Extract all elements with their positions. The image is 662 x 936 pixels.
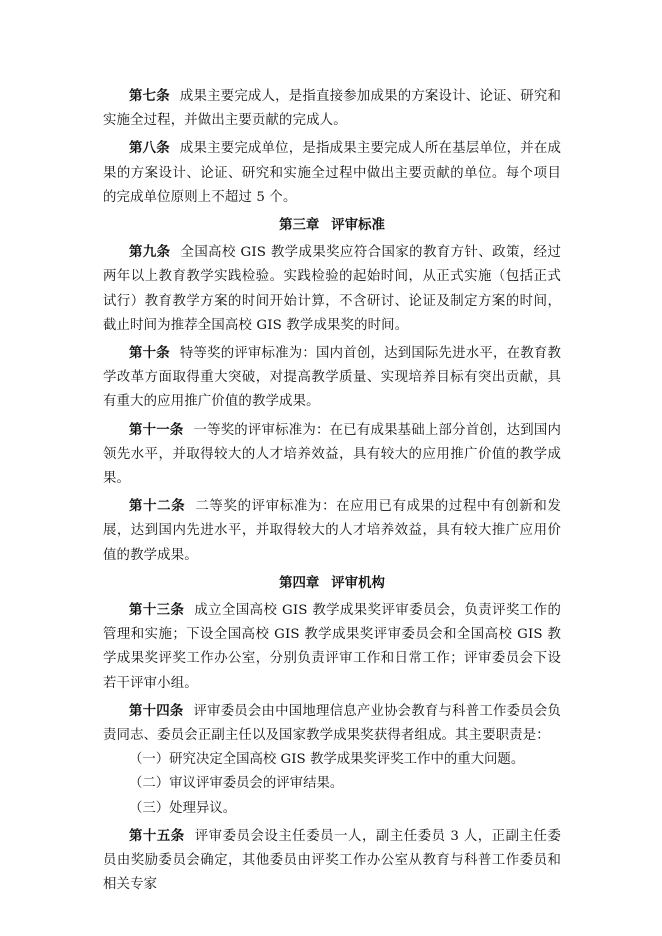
article-15 xyxy=(103,824,561,898)
article-8 xyxy=(103,136,561,210)
chapter-4-title: 评审机构 xyxy=(331,574,385,591)
article-7-label: 第七条 xyxy=(129,88,170,104)
article-14-text: 评审委员会由中国地理信息产业协会教育与科普工作委员会负责同志、委员会正副主任以及国家教学成果奖获得者组成。其主要职责是： xyxy=(103,703,561,744)
article-12-label: 第十二条 xyxy=(129,498,186,515)
article-9-label: 第九条 xyxy=(129,244,171,261)
article-12-text: 二等奖的评审标准为：在应用已有成果的过程中有创新和发展，达到国内先进水平，并取得较大的人才培养效益，具有较大推广应用价值的教学成果。 xyxy=(103,499,561,563)
article-10 xyxy=(103,341,561,415)
article-14-label: 第十四条 xyxy=(129,702,184,719)
article-9 xyxy=(103,240,561,338)
article-15-label: 第十五条 xyxy=(129,827,185,844)
chapter-4-number: 第四章 xyxy=(279,574,320,591)
article-13 xyxy=(103,598,561,696)
article-9-text: 全国高校 GIS 教学成果奖应符合国家的教育方针、政策，经过两年以上教育教学实践检验。实践检验的起始时间，从正式实施（包括正式试行）教育教学方案的时间开始计算，不含研讨、论证及制定方案的时间，截止时间为推荐全国高校 GIS 教学成果奖的时间。 xyxy=(103,245,562,333)
article-15-text: 评审委员会设主任委员一人，副主任委员 3 人，正副主任委员由奖励委员会确定，其他委员由评奖工作办公室从教育与科普工作委员和相关专家 xyxy=(103,828,561,893)
article-7-text: 成果主要完成人，是指直接参加成果的方案设计、论证、研究和实施全过程，并做出主要贡献的完成人。 xyxy=(103,89,562,129)
article-14 xyxy=(103,699,561,748)
chapter-3-heading xyxy=(103,213,561,237)
article-12 xyxy=(103,494,561,568)
article-8-label: 第八条 xyxy=(129,140,170,157)
chapter-3-title: 评审标准 xyxy=(331,217,385,234)
list-item: （三）处理异议。 xyxy=(129,800,237,816)
chapter-3-number: 第三章 xyxy=(279,217,320,234)
list-item: （一）研究决定全国高校 GIS 教学成果奖评奖工作中的重大问题。 xyxy=(129,752,525,768)
article-11 xyxy=(103,418,561,492)
article-8-text: 成果主要完成单位，是指成果主要完成人所在基层单位，并在成果的方案设计、论证、研究和实施全过程中做出主要贡献的单位。每个项目的完成单位原则上不超过 5 个。 xyxy=(103,141,562,205)
chapter-4-heading xyxy=(103,571,561,595)
article-10-text: 特等奖的评审标准为：国内首创，达到国际先进水平，在教育教学改革方面取得重大突破，对提高教学质量、实现培养目标有突出贡献，具有重大的应用推广价值的教学成果。 xyxy=(103,346,562,410)
list-item: （二）审议评审委员会的评审结果。 xyxy=(129,776,344,792)
article-10-label: 第十条 xyxy=(129,345,170,362)
article-7 xyxy=(103,84,561,133)
document-body xyxy=(103,84,561,898)
article-13-label: 第十三条 xyxy=(129,602,185,619)
article-11-label: 第十一条 xyxy=(129,421,184,438)
article-11-text: 一等奖的评审标准为：在已有成果基础上部分首创，达到国内领先水平，并取得较大的人才培养效益，具有较大的应用推广价值的教学成果。 xyxy=(103,422,561,487)
article-13-text: 成立全国高校 GIS 教学成果奖评审委员会，负责评奖工作的管理和实施；下设全国高校 GIS 教学成果奖评审委员会和全国高校 GIS 教学成果奖评奖工作办公室，分别负责评审工作和日常工作；评审委员会下设若干评审小组。 xyxy=(103,603,561,691)
